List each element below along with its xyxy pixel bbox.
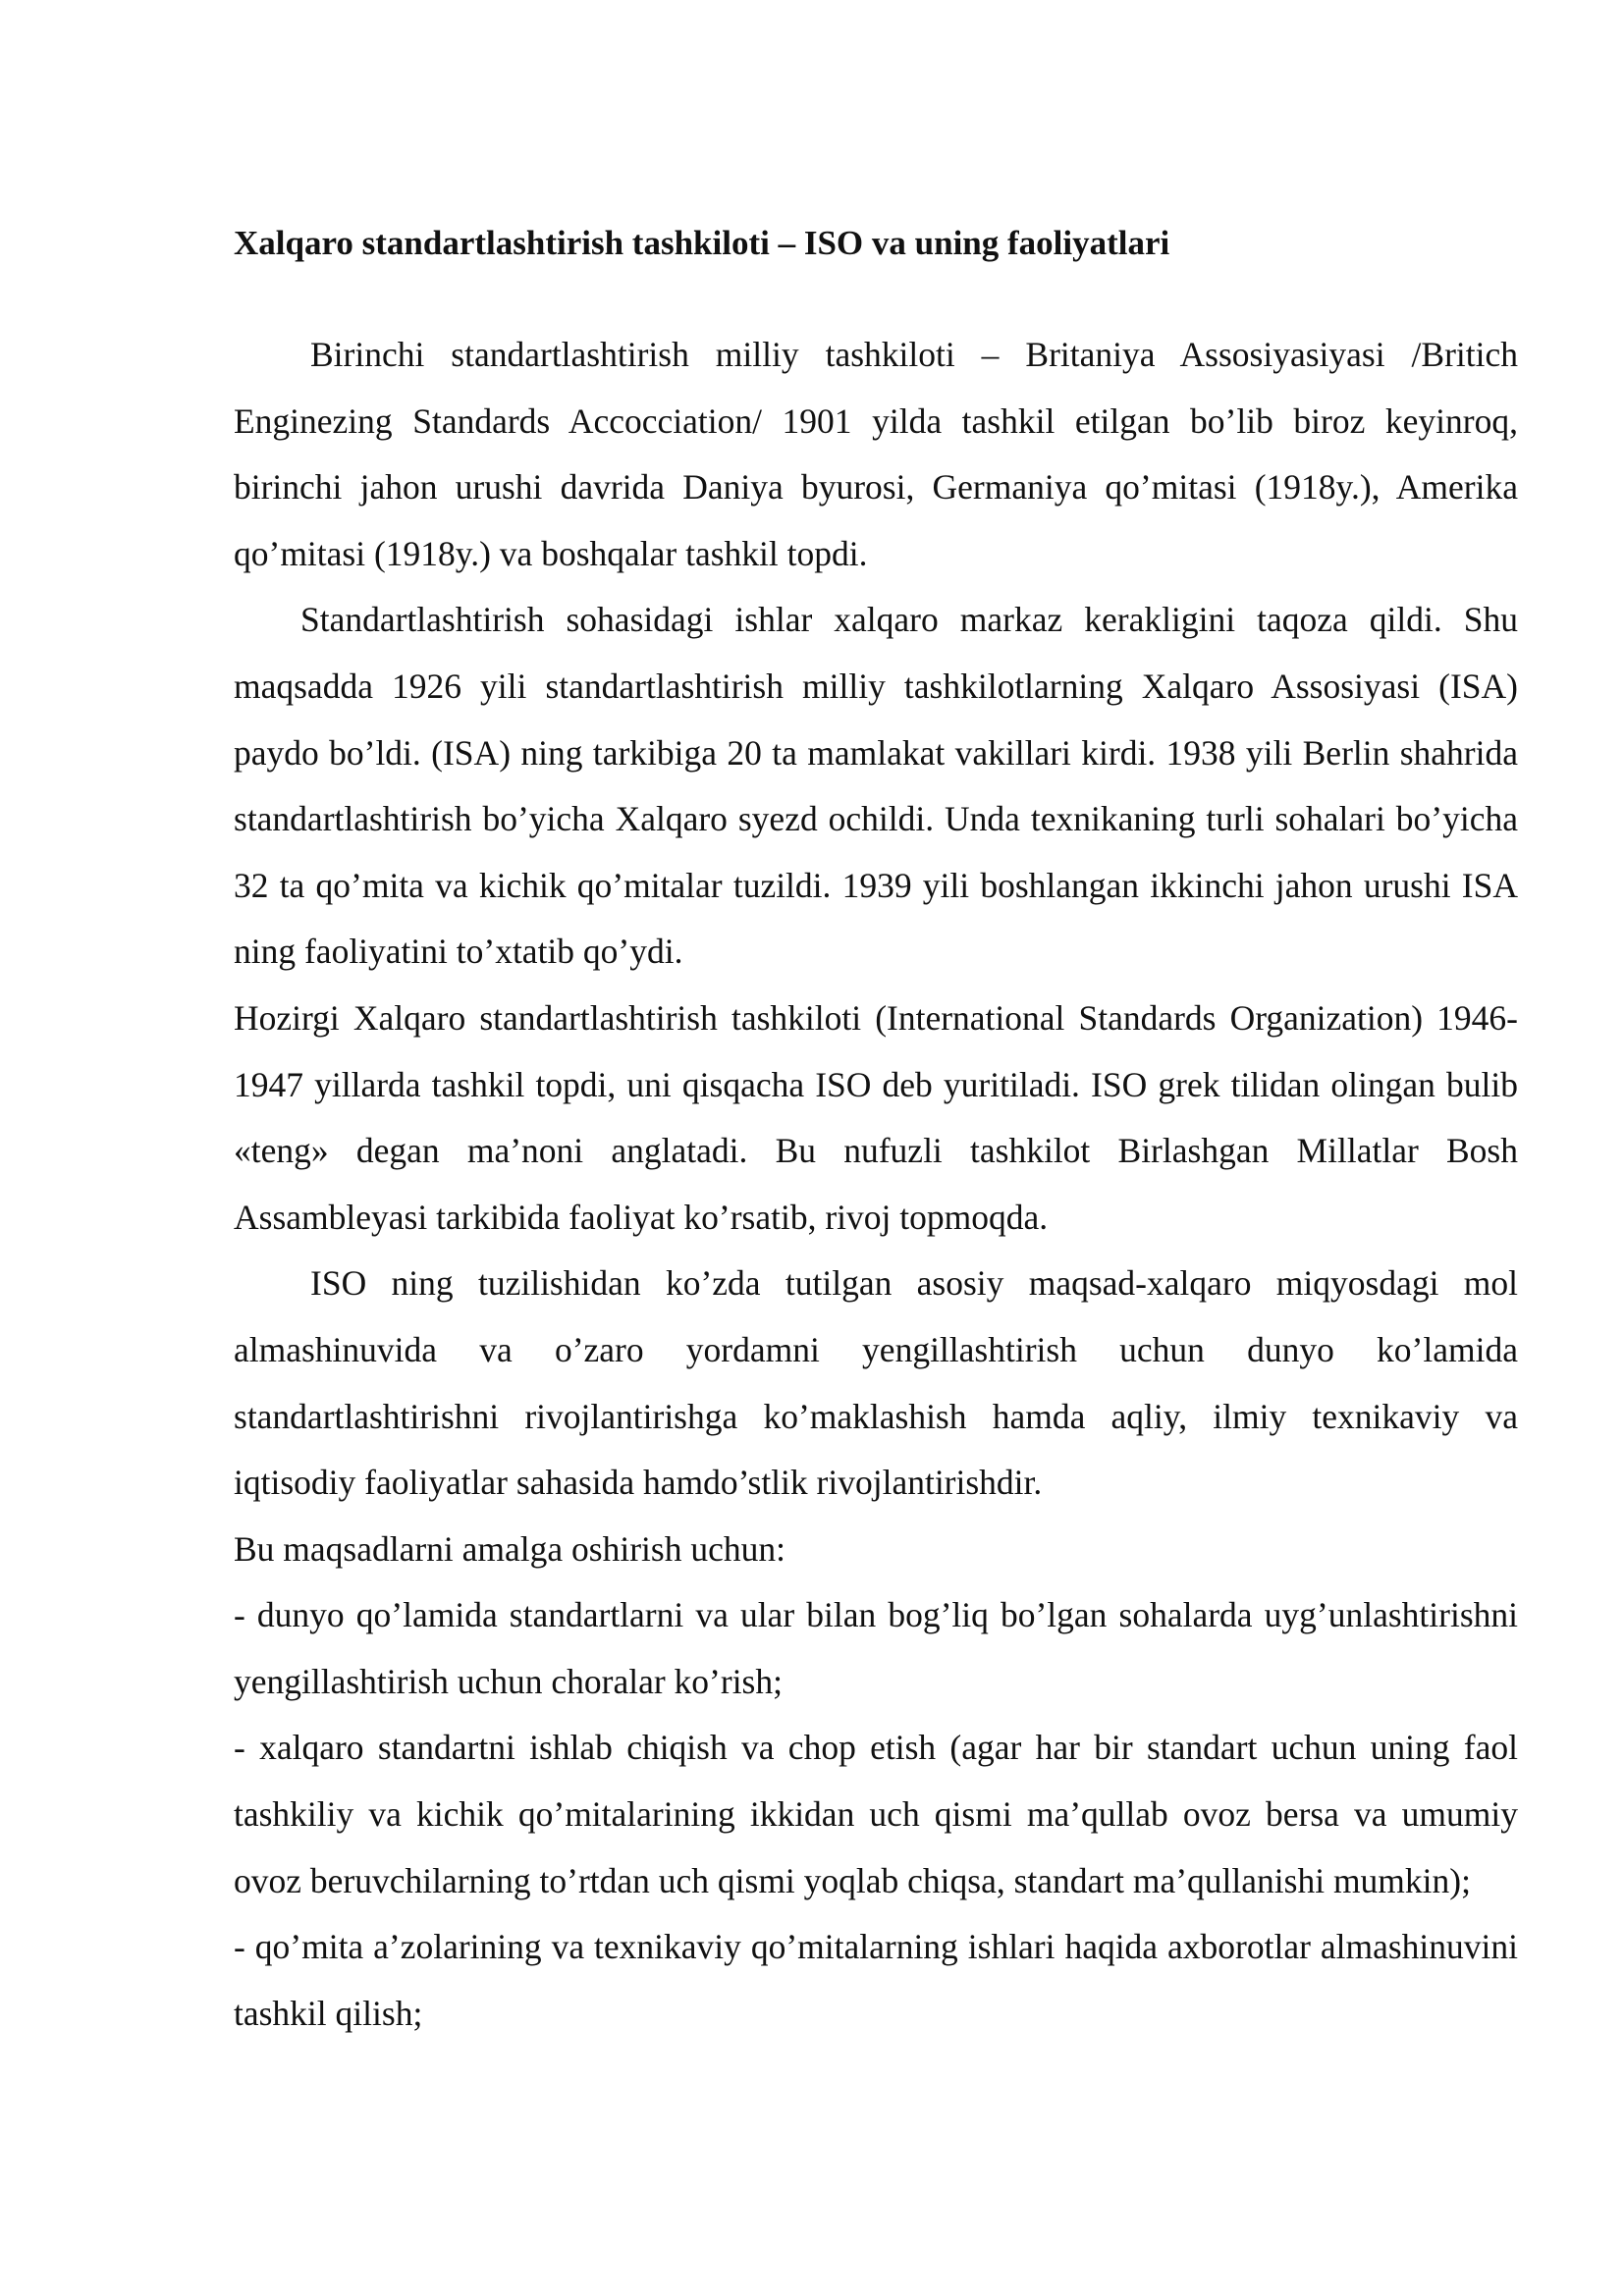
paragraph-1: Birinchi standartlashtirish milliy tashkiloti – Britaniya Assosiyasiyasi /Britich Enginezing Standards Accocciation/ 1901 yilda tashkil etilgan bo’lib biroz keyinroq, birinchi jahon urushi davrida Daniya byurosi, Germaniya qo’mitasi (1918y.), Amerika qo’mitasi (1918y.) va boshqalar tashkil topdi. (234, 335, 1518, 573)
document-body (234, 218, 1518, 2047)
document-title: Xalqaro standartlashtirish tashkiloti – ISO va uning faoliyatlari (234, 224, 1170, 262)
paragraph-5: Bu maqsadlarni amalga oshirish uchun: (234, 1528, 785, 1569)
paragraph-2: Standartlashtirish sohasidagi ishlar xalqaro markaz kerakligini taqoza qildi. Shu maqsadda 1926 yili standartlashtirish milliy tashkilotlarning Xalqaro Assosiyasi (ISA) paydo bo’ldi. (ISA) ning tarkibiga 20 ta mamlakat vakillari kirdi. 1938 yili Berlin shahrida standartlashtirish bo’yicha Xalqaro syezd ochildi. Unda texnikaning turli sohalari bo’yicha 32 ta qo’mita va kichik qo’mitalar tuzildi. 1939 yili boshlangan ikkinchi jahon urushi ISA ning faoliyatini to’xtatib qo’ydi. (234, 600, 1518, 972)
list-item-3: - qo’mita a’zolarining va texnikaviy qo’mitalarning ishlari haqida axborotlar almashinuvini tashkil qilish; (234, 1927, 1518, 2033)
list-item-2: - xalqaro standartni ishlab chiqish va chop etish (agar har bir standart uchun uning faol tashkiliy va kichik qo’mitalarining ikkidan uch qismi ma’qullab ovoz bersa va umumiy ovoz beruvchilarning to’rtdan uch qismi yoqlab chiqsa, standart ma’qullanishi mumkin); (234, 1728, 1518, 1900)
paragraph-3: Hozirgi Xalqaro standartlashtirish tashkiloti (International Standards Organization) 1946-1947 yillarda tashkil topdi, uni qisqacha ISO deb yuritiladi. ISO grek tilidan olingan bulib «teng» degan ma’noni anglatadi. Bu nufuzli tashkilot Birlashgan Millatlar Bosh Assambleyasi tarkibida faoliyat ko’rsatib, rivoj topmoqda. (234, 997, 1518, 1237)
list-item-1: - dunyo qo’lamida standartlarni va ular bilan bog’liq bo’lgan sohalarda uyg’unlashtirishni yengillashtirish uchun choralar ko’rish; (234, 1595, 1518, 1701)
paragraph-4: ISO ning tuzilishidan ko’zda tutilgan asosiy maqsad-xalqaro miqyosdagi mol almashinuvida va o’zaro yordamni yengillashtirish uchun dunyo ko’lamida standartlashtirishni rivojlantirishga ko’maklashish hamda aqliy, ilmiy texnikaviy va iqtisodiy faoliyatlar sahasida hamdo’stlik rivojlantirishdir. (234, 1263, 1518, 1503)
